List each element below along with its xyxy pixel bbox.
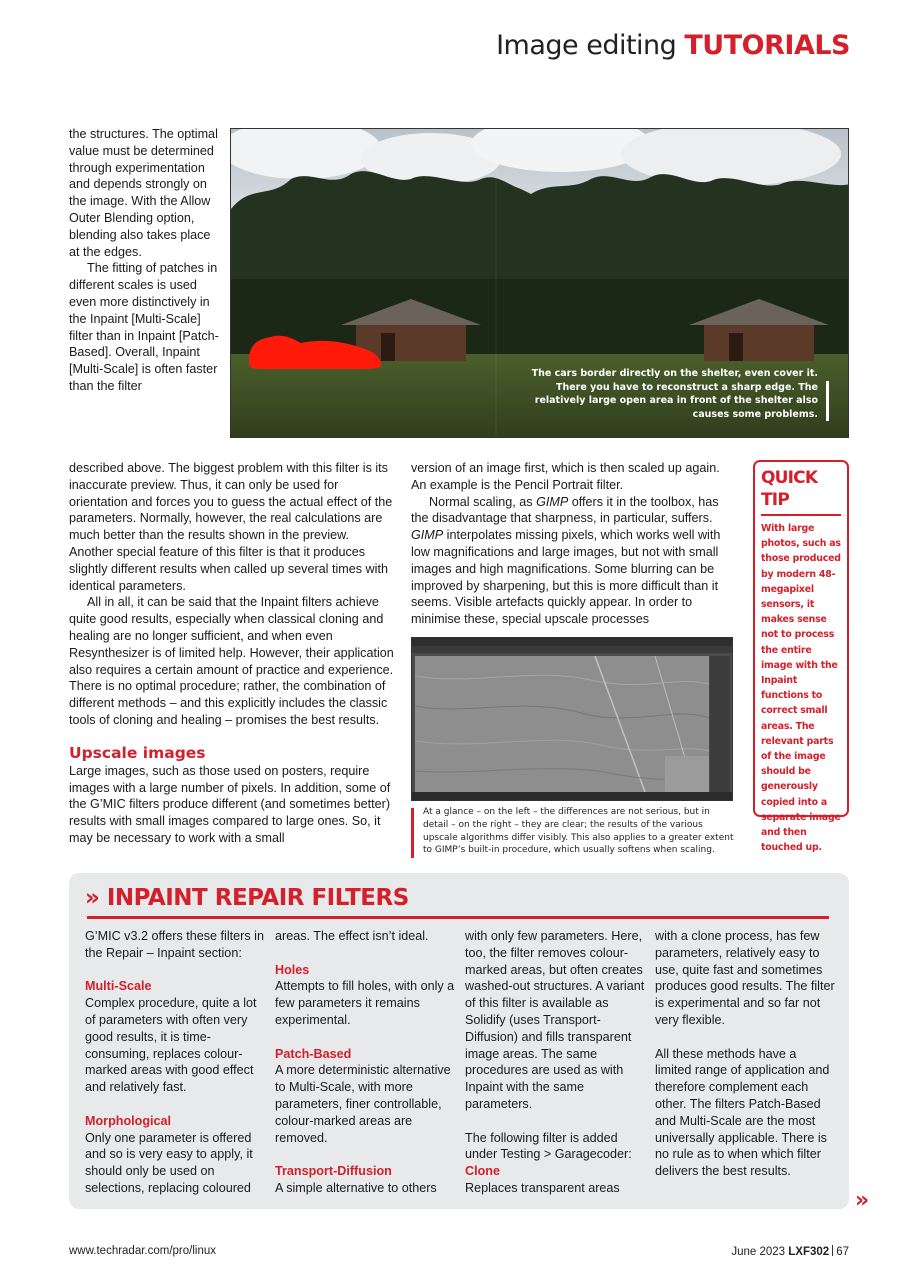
paragraph: Large images, such as those used on posters, require images with a large number of pixels. In addition, some of the G’MIC filters produce different (and sometimes better) results with small images compared to large ones. So, it may be necessary to work with a small [69, 763, 391, 845]
paragraph: All in all, it can be said that the Inpaint filters achieve quite good results, especially when classical cloning and healing are no longer sufficient, and when even Resynthesizer is of limited help. However, their application also requires a certain amount of practice and experience. There is no optimal procedure; rather, the combination of different methods – and this explicitly includes the classic tools of cloning and healing – promises the best results. [69, 595, 394, 727]
gimp-name: GIMP [411, 528, 444, 543]
paragraph: described above. The biggest problem with this filter is its inaccurate preview. Thus, it can only be used for orientation and forces you to guess the actual effect of the parameters. Normally, however, the real calculations are much better than the results shown in the preview. Another special feature of this filter is that it produces slightly different results when called up several times with identical parameters. [69, 461, 393, 593]
screenshot-titlebar [412, 638, 732, 646]
paragraph: The following filter is added under Testing > Garagecoder: [465, 1130, 632, 1162]
box-title-text: INPAINT REPAIR FILTERS [106, 885, 409, 911]
continue-arrow-icon: » [855, 1188, 864, 1213]
filter-heading: Holes [275, 962, 310, 977]
footer-separator [832, 1245, 833, 1256]
footer-date: June 2023 [731, 1246, 786, 1258]
paragraph: Complex procedure, quite a lot of parameters with often very good results, it is time-consuming, replaces colour-marked areas with good effect and relatively fast. [85, 996, 257, 1095]
gimp-upscale-screenshot [411, 637, 733, 801]
box-title [85, 885, 409, 911]
footer-issue: LXF302 [788, 1246, 830, 1258]
paragraph: areas. The effect isn’t ideal. [275, 929, 429, 943]
screenshot-menubar [412, 646, 732, 653]
header-section: Image editing [496, 30, 677, 61]
quick-tip-box [753, 460, 849, 854]
paragraph: G’MIC v3.2 offers these filters in the Repair – Inpaint section: [85, 929, 264, 960]
inpaint-comparison-photo [230, 128, 849, 438]
paragraph: All these methods have a limited range of application and therefore complement each other. The filters Patch-Based and Multi-Scale are the most universally applicable. There is no rule as to when which filter delivers the best results. [655, 1046, 830, 1179]
paragraph: Only one parameter is offered and so is very easy to apply, it should only be used on selections, replacing coloured [85, 1130, 253, 1195]
box-column-3 [465, 928, 645, 1197]
gimp-name: GIMP [536, 494, 569, 509]
footer-url: www.techradar.com/pro/linux [69, 1245, 217, 1257]
double-chevron-icon: » [85, 885, 100, 911]
body-column-left [69, 460, 394, 847]
quick-tip-rule [761, 514, 841, 516]
filter-heading: Transport-Diffusion [275, 1164, 392, 1179]
filter-heading: Multi-Scale [85, 979, 152, 994]
filter-heading: Clone [465, 1164, 500, 1179]
filter-heading: Patch-Based [275, 1046, 352, 1061]
box-title-rule [87, 916, 829, 919]
photo-caption: The cars border directly on the shelter, even cover it. There you have to reconstruct a sharp edge. The relatively large open area in front of the shelter also causes some problems. [531, 368, 818, 420]
screenshot-caption: At a glance – on the left – the differences are not serious, but in detail – on the right – they are clear; the results of the various upscale algorithms differ visibly. This also applies to a greater extent to GIMP’s built-in procedure, which usually softens when scaling. [411, 806, 736, 857]
photo-caption-bar [826, 381, 829, 421]
box-column-4 [655, 928, 835, 1180]
screenshot-statusbar [412, 792, 732, 800]
box-column-2 [275, 928, 455, 1197]
footer-page-number: 67 [836, 1246, 849, 1258]
canvas-texture [415, 656, 709, 792]
paragraph: Normal scaling, as GIMP offers it in the toolbox, has the disadvantage that sharpness, in particular, suffers. GIMP interpolates missing pixels, which works well with low magnifications and large images, but not with small images and high magnifications. Some blurring can be improved by sharpening, but this is more difficult than it seems. Visible artefacts quickly appear. In order to minimise these, special upscale processes [411, 494, 721, 627]
footer-issue-info [731, 1245, 849, 1258]
paragraph: version of an image first, which is then scaled up again. An example is the Pencil Portrait filter. [411, 461, 720, 492]
quick-tip-body: With large photos, such as those produced by modern 48-megapixel sensors, it makes sense not to process the entire image with the Inpaint functions to correct small areas. The relevant parts of the image should be generously copied into a separate image and then touched up. [761, 523, 841, 854]
header-accent: TUTORIALS [684, 30, 850, 61]
filter-heading: Morphological [85, 1113, 172, 1128]
screenshot-canvas [415, 656, 709, 792]
inpaint-repair-filters-box [69, 873, 849, 1209]
paragraph: Replaces transparent areas [465, 1180, 620, 1195]
box-column-1 [85, 928, 265, 1197]
screenshot-side-panel [710, 656, 730, 792]
paragraph: with a clone process, has few parameters, relatively easy to use, quite fast and sometimes produces good results. The filter is experimental and so far not very flexible. [655, 929, 835, 1027]
paragraph: the structures. The optimal value must be determined through experimentation and depends strongly on the image. With the Allow Outer Blending option, blending also takes place at the edges. [69, 127, 218, 259]
page-header [496, 30, 850, 61]
quick-tip-title: QUICK TIP [761, 468, 818, 510]
paragraph: A more deterministic alternative to Multi-Scale, with more parameters, finer controllable, colour-marked areas are removed. [275, 1063, 451, 1145]
paragraph: The fitting of patches in different scales is used even more distinctively in the Inpaint [Multi-Scale] filter than in Inpaint [Patch-Based]. Overall, Inpaint [Multi-Scale] is often faster than the filter [69, 261, 219, 393]
paragraph: Attempts to fill holes, with only a few parameters it remains experimental. [275, 979, 455, 1027]
subheading-upscale: Upscale images [69, 743, 206, 762]
paragraph: with only few parameters. Here, too, the filter removes colour-marked areas, but often creates washed-out structures. A variant of this filter is available as Solidify (uses Transport-Diffusion) and fills transparent image areas. The same procedures are used as with Inpaint with the same parameters. [465, 929, 645, 1111]
body-column-middle [411, 460, 733, 628]
paragraph: A simple alternative to others [275, 1180, 437, 1195]
body-column-narrow [69, 126, 219, 395]
